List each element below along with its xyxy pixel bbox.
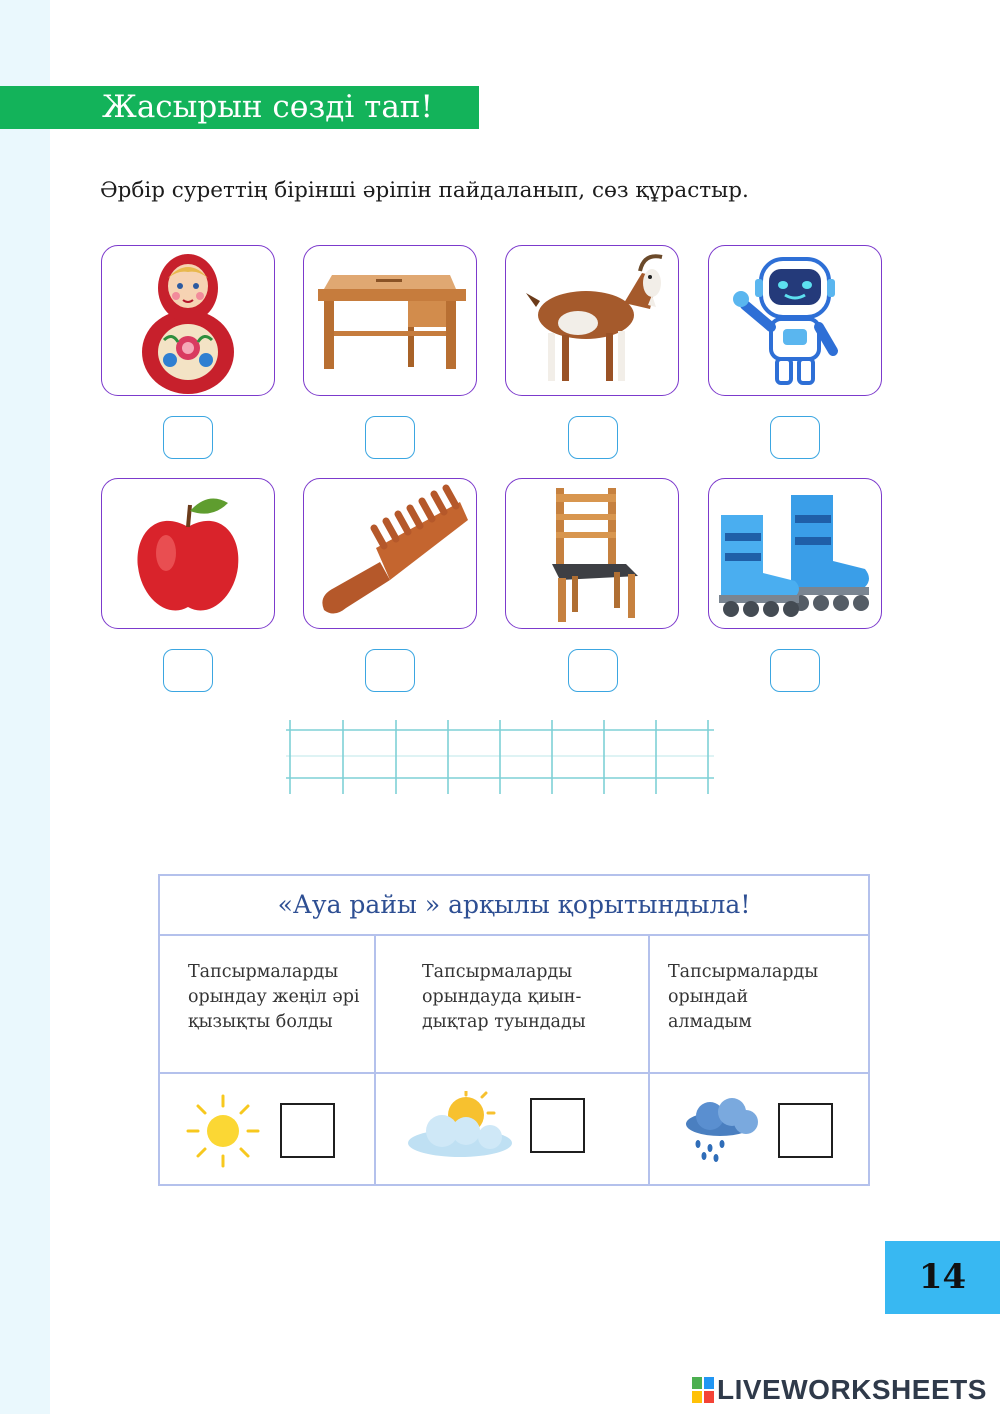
rain-cloud-icon [682,1098,762,1162]
brand-name: LIVEWORKSHEETS [717,1374,987,1405]
goat-icon [512,251,672,391]
answer-box[interactable] [365,649,415,692]
answer-box[interactable] [365,416,415,459]
reflection-option-text: Тапсырмаларды орындай алмадым [668,962,819,1032]
picture-card-roller-skates [708,478,882,629]
answer-box[interactable] [163,649,213,692]
chair-icon [542,484,642,624]
brand-logo [692,1374,987,1406]
picture-card-goat [505,245,679,396]
reflection-table [158,874,870,1186]
reflection-checkbox-difficult[interactable] [530,1098,585,1153]
row-divider [160,1072,868,1074]
apple-icon [128,489,248,619]
reflection-checkbox-could-not[interactable] [778,1103,833,1158]
word-grid[interactable] [286,718,714,796]
picture-card-matryoshka [101,245,275,396]
answer-box[interactable] [163,416,213,459]
roller-skates-icon [715,489,875,619]
page-number: 14 [918,1257,967,1297]
picture-card-robot [708,245,882,396]
robot-icon [725,251,865,391]
reflection-checkbox-easy[interactable] [280,1103,335,1158]
liveworksheets-logo-icon [692,1377,714,1403]
desk-icon [310,271,470,371]
picture-card-apple [101,478,275,629]
reflection-option-text: Тапсырмаларды орындау жеңіл әрі қызықты болды [188,962,360,1032]
column-divider [374,934,376,1184]
matryoshka-icon [128,248,248,394]
picture-card-chair [505,478,679,629]
side-strip [0,0,50,1414]
column-divider [648,934,650,1184]
page-title: Жасырын сөзді тап! [102,89,433,125]
reflection-title: «Ауа райы » арқылы қорытындыла! [160,876,868,936]
picture-card-desk [303,245,477,396]
answer-box[interactable] [568,649,618,692]
sun-cloud-icon [404,1091,516,1161]
answer-box[interactable] [568,416,618,459]
answer-box[interactable] [770,416,820,459]
instruction-text: Әрбір суреттің бірінші әріпін пайдаланып, сөз құрастыр. [100,178,749,203]
answer-box[interactable] [770,649,820,692]
picture-card-comb [303,478,477,629]
comb-icon [310,484,470,624]
sun-icon [186,1094,260,1168]
reflection-option-text: Тапсырмаларды орындауда қиын- дықтар туындады [422,962,586,1032]
